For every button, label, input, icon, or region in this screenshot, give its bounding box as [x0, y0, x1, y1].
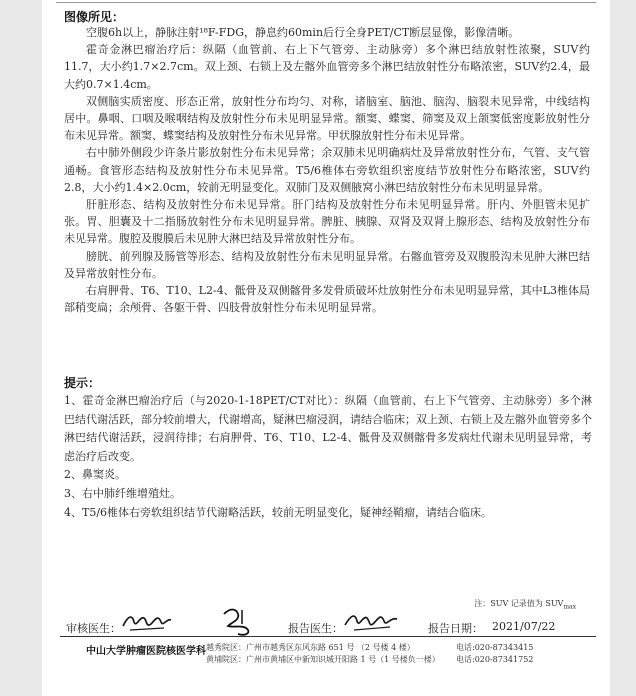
suv-note-subscript: max	[563, 603, 576, 611]
findings-paragraph: 双侧脑实质密度、形态正常，放射性分布均匀、对称，诸脑室、脑池、脑沟、脑裂未见异常，中线结构居中。鼻咽、口咽及喉咽结构及放射性分布未见明显异常。额窦、蝶窦、筛窦及双上颌窦低密度影放射性分布未见异常。额窦、蝶窦结构及放射性分布未见异常。甲状腺放射性分布未见异常。	[64, 94, 590, 143]
findings-paragraph: 右肩胛骨、T6、T10、L2-4、骶骨及双侧髂骨多发骨质破坏灶放射性分布未见明显异常，其中L3椎体局部稍变扁；余颅骨、各躯干骨、四肢骨放射性分布未见明显异常。	[64, 284, 590, 315]
tips-body	[64, 392, 592, 522]
phone-huangpu: 电话:020-87341752	[456, 655, 534, 664]
findings-paragraph: 右中肺外侧段少许条片影放射性分布未见异常；余双肺未见明确病灶及异常放射性分布，气管、支气管通畅。食管形态结构及放射性分布未见异常。T5/6椎体右旁软组织密度结节放射性分布略浓密，SUV约2.8，大小约1.4×2.0cm，较前无明显变化。双肺门及双侧腋窝小淋巴结放射性分布未见明显异常。	[64, 146, 590, 194]
hospital-name: 中山大学肿瘤医院核医学科	[86, 646, 206, 657]
address-huangpu: 黄埔院区：广州市黄埔区中新知识城开阳路 1 号（1 号楼负一楼）	[206, 655, 440, 664]
suv-note-text: 注：SUV 记录值为 SUV	[474, 599, 564, 608]
findings-paragraph: 膀胱、前列腺及肠管等形态、结构及放射性分布未见明显异常。右髂血管旁及双腹股沟未见肿大淋巴结及异常放射性分布。	[64, 249, 590, 280]
footer-rule	[60, 636, 596, 637]
findings-paragraph: 空腹6h以上，静脉注射¹⁸F-FDG，静息约60min后行全身PET/CT断层显像，影像清晰。	[86, 26, 520, 39]
report-page	[42, 0, 610, 696]
doctor-seal-signature	[218, 604, 258, 638]
report-date-label: 报告日期：	[428, 622, 483, 635]
reporter-label: 报告医生：	[288, 622, 343, 635]
tips-heading: 提示：	[64, 376, 101, 390]
tip-item: 3、右中肺纤维增殖灶。	[64, 486, 181, 500]
reviewer-label: 审核医生：	[66, 622, 121, 635]
findings-paragraph: 肝脏形态、结构及放射性分布未见异常。肝门结构及放射性分布未见明显异常。肝内、外胆管未见扩张。胃、胆囊及十二指肠放射性分布未见明显异常。脾脏、胰腺、双肾及双肾上腺形态、结构及放射性分布未见异常。腹腔及腹膜后未见肿大淋巴结及异常放射性分布。	[64, 198, 590, 246]
top-rule	[56, 2, 596, 3]
suv-note	[474, 598, 576, 611]
findings-body	[64, 24, 590, 316]
reporter-signature	[342, 610, 400, 634]
tip-item: 2、鼻窦炎。	[64, 468, 126, 482]
report-date-value: 2021/07/22	[492, 620, 556, 633]
address-yuexiu: 越秀院区：广州市越秀区东风东路 651 号 （2 号楼 4 楼）	[206, 643, 415, 652]
reviewer-signature	[120, 610, 174, 634]
tip-item: 4、T5/6椎体右旁软组织结节代谢略活跃，较前无明显变化，疑神经鞘瘤，请结合临床。	[64, 505, 493, 519]
phone-yuexiu: 电话:020-87343415	[456, 643, 534, 652]
findings-paragraph: 霍奇金淋巴瘤治疗后：纵隔（血管前、右上下气管旁、主动脉旁）多个淋巴结放射性浓聚，SUV约11.7，大小约1.7×2.7cm。双上颈、右锁上及左髂外血管旁多个淋巴结放射性分布略浓密，SUV约2.4，最大约0.7×1.4cm。	[64, 43, 590, 91]
findings-heading: 图像所见：	[64, 10, 125, 24]
tip-item: 1、霍奇金淋巴瘤治疗后（与2020-1-18PET/CT对比）：纵隔（血管前、右上下气管旁、主动脉旁）多个淋巴结代谢活跃，部分较前增大，代谢增高，疑淋巴瘤浸润，请结合临床；双上颈、右锁上及左髂外血管旁多个淋巴结代谢活跃，浸润待排；右肩胛骨、T6、T10、L2-4、骶骨及双侧髂骨多发病灶代谢未见明显异常，考虑治疗后改变。	[64, 394, 592, 463]
